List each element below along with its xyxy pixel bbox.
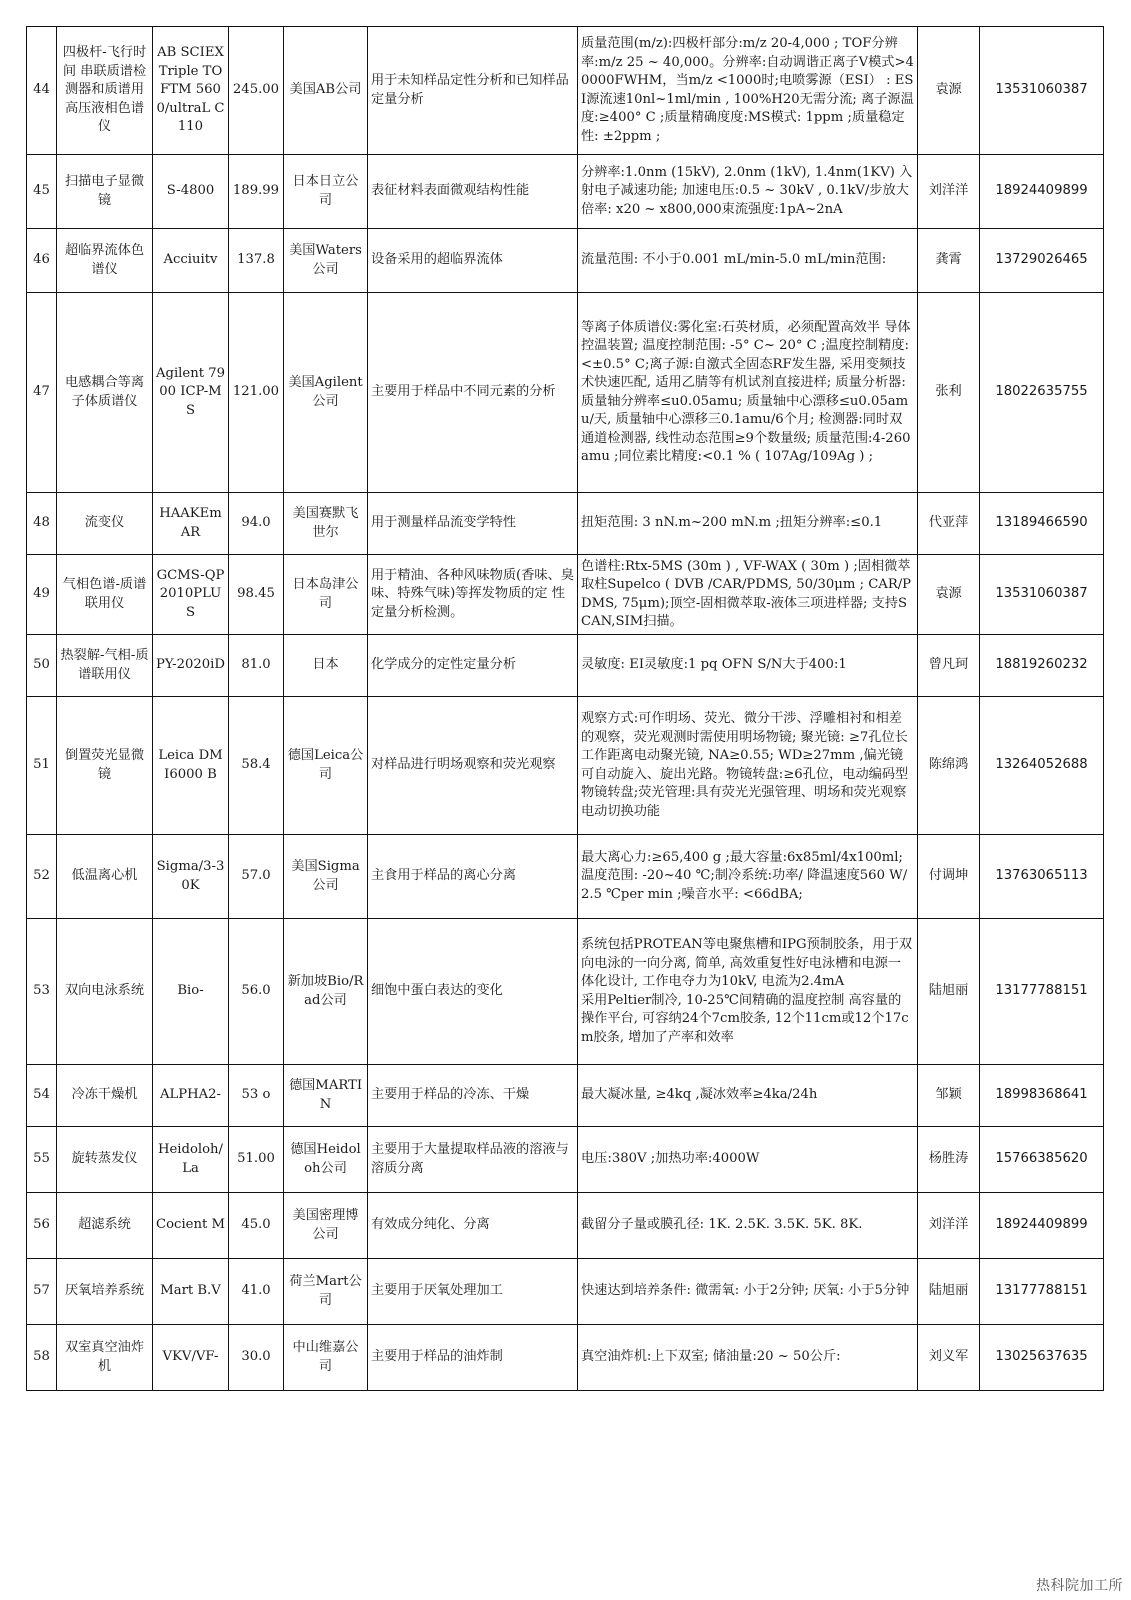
origin-cell: 荷兰Mart公司 — [284, 1259, 368, 1325]
equipment-name-cell: 冷冻干燥机 — [57, 1065, 153, 1127]
specification-cell: 分辨率:1.0nm (15kV), 2.0nm (1kV), 1.4nm(1KV) 入射电子减速功能; 加速电压:0.5 ~ 30kV , 0.1kV/步放大倍率: x20 ~ x800,000束流强度:1pA~2nA — [578, 155, 918, 229]
phone-number-cell: 13729026465 — [980, 229, 1104, 293]
usage-cell: 主要用于样品的油炸制 — [368, 1325, 578, 1391]
origin-cell: 美国Waters公司 — [284, 229, 368, 293]
origin-cell: 新加坡Bio/Rad公司 — [284, 919, 368, 1065]
specification-cell: 最大凝冰量, ≥4kq ,凝冰效率≥4ka/24h — [578, 1065, 918, 1127]
usage-cell: 有效成分纯化、分离 — [368, 1193, 578, 1259]
origin-cell: 美国密理博公司 — [284, 1193, 368, 1259]
usage-cell: 对样品进行明场观察和荧光观察 — [368, 697, 578, 835]
phone-number-cell: 18022635755 — [980, 293, 1104, 493]
row-number-cell: 54 — [27, 1065, 57, 1127]
origin-cell: 美国AB公司 — [284, 27, 368, 155]
phone-number-cell: 13531060387 — [980, 555, 1104, 635]
price-cell: 81.0 — [229, 635, 284, 697]
price-cell: 30.0 — [229, 1325, 284, 1391]
model-cell: GCMS-QP2010PLUS — [153, 555, 229, 635]
equipment-name-cell: 气相色谱-质谱联用仪 — [57, 555, 153, 635]
row-number-cell: 56 — [27, 1193, 57, 1259]
watermark-text: 热科院加工所 — [1036, 1578, 1123, 1594]
table-row — [27, 919, 1104, 1065]
phone-number-cell: 18819260232 — [980, 635, 1104, 697]
model-cell: S-4800 — [153, 155, 229, 229]
model-cell: AB SCIEX Triple TOFTM 5600/ultraL C 110 — [153, 27, 229, 155]
usage-cell: 用于测量样品流变学特性 — [368, 493, 578, 555]
table-row — [27, 1325, 1104, 1391]
price-cell: 94.0 — [229, 493, 284, 555]
equipment-name-cell: 低温离心机 — [57, 835, 153, 919]
origin-cell: 日本日立公司 — [284, 155, 368, 229]
model-cell: ALPHA2- — [153, 1065, 229, 1127]
row-number-cell: 44 — [27, 27, 57, 155]
equipment-name-cell: 扫描电子显微镜 — [57, 155, 153, 229]
equipment-name-cell: 双室真空油炸机 — [57, 1325, 153, 1391]
phone-number-cell: 15766385620 — [980, 1127, 1104, 1193]
origin-cell: 美国赛默飞世尔 — [284, 493, 368, 555]
origin-cell: 德国Heidoloh公司 — [284, 1127, 368, 1193]
row-number-cell: 52 — [27, 835, 57, 919]
contact-person-cell: 曾凡珂 — [918, 635, 980, 697]
table-row — [27, 293, 1104, 493]
equipment-name-cell: 超滤系统 — [57, 1193, 153, 1259]
equipment-name-cell: 双向电泳系统 — [57, 919, 153, 1065]
usage-cell: 主要用于大量提取样品液的溶液与溶质分离 — [368, 1127, 578, 1193]
origin-cell: 德国MARTIN — [284, 1065, 368, 1127]
table-row — [27, 1065, 1104, 1127]
phone-number-cell: 13189466590 — [980, 493, 1104, 555]
origin-cell: 日本 — [284, 635, 368, 697]
equipment-name-cell: 超临界流体色谱仪 — [57, 229, 153, 293]
price-cell: 98.45 — [229, 555, 284, 635]
contact-person-cell: 付调坤 — [918, 835, 980, 919]
specification-cell: 观察方式:可作明场、荧光、微分干涉、浮雕相衬和相差的观察，荧光观测时需使用明场物镜; 聚光镜: ≥7孔位长工作距离电动聚光镜, NA≥0.55; WD≥27mm ,偏光镜可自动旋入、旋出光路。物镜转盘:≥6孔位，电动编码型物镜转盘;荧光管理:具有荧光光强管理、明场和荧光观察电动切换功能 — [578, 697, 918, 835]
model-cell: Sigma/3-30K — [153, 835, 229, 919]
row-number-cell: 48 — [27, 493, 57, 555]
specification-cell: 最大离心力:≥65,400 g ;最大容量:6x85ml/4x100ml;温度范围: -20~40 ℃;制冷系统:功率/ 降温速度560 W/2.5 ℃per min ;噪音水平: <66dBA; — [578, 835, 918, 919]
equipment-name-cell: 电感耦合等离子体质谱仪 — [57, 293, 153, 493]
equipment-name-cell: 流变仪 — [57, 493, 153, 555]
row-number-cell: 50 — [27, 635, 57, 697]
usage-cell: 主食用于样品的离心分离 — [368, 835, 578, 919]
table-row — [27, 155, 1104, 229]
phone-number-cell: 13531060387 — [980, 27, 1104, 155]
origin-cell: 中山维嘉公司 — [284, 1325, 368, 1391]
row-number-cell: 47 — [27, 293, 57, 493]
specification-cell: 真空油炸机:上下双室; 储油量:20 ~ 50公斤: — [578, 1325, 918, 1391]
phone-number-cell: 13177788151 — [980, 1259, 1104, 1325]
contact-person-cell: 陈绵鸿 — [918, 697, 980, 835]
phone-number-cell: 13025637635 — [980, 1325, 1104, 1391]
model-cell: Mart B.V — [153, 1259, 229, 1325]
equipment-table — [26, 26, 1104, 1391]
price-cell: 121.00 — [229, 293, 284, 493]
price-cell: 45.0 — [229, 1193, 284, 1259]
table-row — [27, 555, 1104, 635]
price-cell: 51.00 — [229, 1127, 284, 1193]
contact-person-cell: 陆旭丽 — [918, 919, 980, 1065]
model-cell: Agilent 7900 ICP-MS — [153, 293, 229, 493]
contact-person-cell: 龚霄 — [918, 229, 980, 293]
row-number-cell: 51 — [27, 697, 57, 835]
model-cell: Leica DMI6000 B — [153, 697, 229, 835]
row-number-cell: 57 — [27, 1259, 57, 1325]
equipment-name-cell: 倒置荧光显微镜 — [57, 697, 153, 835]
usage-cell: 表征材料表面微观结构性能 — [368, 155, 578, 229]
row-number-cell: 53 — [27, 919, 57, 1065]
table-row — [27, 635, 1104, 697]
row-number-cell: 55 — [27, 1127, 57, 1193]
contact-person-cell: 袁源 — [918, 27, 980, 155]
contact-person-cell: 刘洋洋 — [918, 1193, 980, 1259]
specification-cell: 扭矩范围: 3 nN.m~200 mN.m ;扭矩分辨率:≤0.1 — [578, 493, 918, 555]
phone-number-cell: 18998368641 — [980, 1065, 1104, 1127]
contact-person-cell: 邹颖 — [918, 1065, 980, 1127]
origin-cell: 德国Leica公司 — [284, 697, 368, 835]
usage-cell: 化学成分的定性定量分析 — [368, 635, 578, 697]
specification-cell: 系统包括PROTEAN等电聚焦槽和IPG预制胶条，用于双向电泳的一向分离, 简单, 高效重复性好电泳槽和电源一体化设计, 工作电夺力为10kV, 电流为2.4mA 采用Peltier制冷, 10-25℃间精确的温度控制 高容量的操作平台, 可容纳24个7cm胶条, 12个11cm或12个17cm胶条, 增加了产率和效率 — [578, 919, 918, 1065]
model-cell: HAAKEmAR — [153, 493, 229, 555]
table-row — [27, 493, 1104, 555]
table-row — [27, 1259, 1104, 1325]
specification-cell: 灵敏度: EI灵敏度:1 pq OFN S/N大于400:1 — [578, 635, 918, 697]
model-cell: Acciuitv — [153, 229, 229, 293]
specification-cell: 流量范围: 不小于0.001 mL/min-5.0 mL/min范围: — [578, 229, 918, 293]
equipment-name-cell: 旋转蒸发仪 — [57, 1127, 153, 1193]
contact-person-cell: 袁源 — [918, 555, 980, 635]
price-cell: 57.0 — [229, 835, 284, 919]
phone-number-cell: 13763065113 — [980, 835, 1104, 919]
model-cell: Heidoloh/La — [153, 1127, 229, 1193]
equipment-name-cell: 厌氧培养系统 — [57, 1259, 153, 1325]
price-cell: 245.00 — [229, 27, 284, 155]
table-row — [27, 229, 1104, 293]
usage-cell: 主要用于样品的冷冻、干燥 — [368, 1065, 578, 1127]
contact-person-cell: 代亚萍 — [918, 493, 980, 555]
phone-number-cell: 13264052688 — [980, 697, 1104, 835]
row-number-cell: 46 — [27, 229, 57, 293]
row-number-cell: 58 — [27, 1325, 57, 1391]
specification-cell: 截留分子量或膜孔径: 1K. 2.5K. 3.5K. 5K. 8K. — [578, 1193, 918, 1259]
contact-person-cell: 杨胜涛 — [918, 1127, 980, 1193]
price-cell: 56.0 — [229, 919, 284, 1065]
price-cell: 53 o — [229, 1065, 284, 1127]
price-cell: 189.99 — [229, 155, 284, 229]
origin-cell: 美国Agilent公司 — [284, 293, 368, 493]
price-cell: 41.0 — [229, 1259, 284, 1325]
usage-cell: 用于未知样品定性分析和已知样品定量分析 — [368, 27, 578, 155]
specification-cell: 快速达到培养条件: 微需氧: 小于2分钟; 厌氧: 小于5分钟 — [578, 1259, 918, 1325]
equipment-name-cell: 热裂解-气相-质谱联用仪 — [57, 635, 153, 697]
origin-cell: 日本岛津公司 — [284, 555, 368, 635]
model-cell: VKV/VF- — [153, 1325, 229, 1391]
table-row — [27, 1193, 1104, 1259]
model-cell: PY-2020iD — [153, 635, 229, 697]
row-number-cell: 49 — [27, 555, 57, 635]
price-cell: 58.4 — [229, 697, 284, 835]
usage-cell: 用于精油、各种风味物质(香味、臭味、特殊气味)等挥发物质的定 性定量分析检测。 — [368, 555, 578, 635]
table-row — [27, 697, 1104, 835]
table-row — [27, 1127, 1104, 1193]
price-cell: 137.8 — [229, 229, 284, 293]
phone-number-cell: 18924409899 — [980, 155, 1104, 229]
contact-person-cell: 张利 — [918, 293, 980, 493]
contact-person-cell: 刘义军 — [918, 1325, 980, 1391]
contact-person-cell: 陆旭丽 — [918, 1259, 980, 1325]
usage-cell: 主要用于样品中不同元素的分析 — [368, 293, 578, 493]
model-cell: Cocient M — [153, 1193, 229, 1259]
specification-cell: 电压:380V ;加热功率:4000W — [578, 1127, 918, 1193]
phone-number-cell: 18924409899 — [980, 1193, 1104, 1259]
equipment-name-cell: 四极杆-飞行时间 串联质谱检测器和质谱用高压液相色谱仪 — [57, 27, 153, 155]
row-number-cell: 45 — [27, 155, 57, 229]
specification-cell: 色谱柱:Rtx-5MS (30m ) , VF-WAX ( 30m ) ;固相微萃取柱Supelco ( DVB /CAR/PDMS, 50/30μm ; CAR/PDMS, 75μm);顶空-固相微萃取-液体三项进样器; 支持SCAN,SIM扫描。 — [578, 555, 918, 635]
origin-cell: 美国Sigma公司 — [284, 835, 368, 919]
table-row — [27, 835, 1104, 919]
usage-cell: 设备采用的超临界流体 — [368, 229, 578, 293]
usage-cell: 主要用于厌氧处理加工 — [368, 1259, 578, 1325]
model-cell: Bio- — [153, 919, 229, 1065]
phone-number-cell: 13177788151 — [980, 919, 1104, 1065]
usage-cell: 细饱中蛋白表达的变化 — [368, 919, 578, 1065]
specification-cell: 质量范围(m/z):四极杆部分:m/z 20-4,000 ; TOF分辨率:m/z 25 ~ 40,000。分辨率:自动调谐正离子V模式>40000FWHM，当m/z <1000时;电喷雾源（ESI） : ESI源流速10nl~1ml/min , 100%H20无需分流; 离子源温度:≥400° C ;质量精确度度:MS模式: 1ppm ;质量稳定性: ±2ppm ; — [578, 27, 918, 155]
specification-cell: 等离子体质谱仪:雾化室:石英材质，必须配置高效半 导体控温装置; 温度控制范围: -5° C~ 20° C ;温度控制精度:<±0.5° C;离子源:自激式全固态RF发生器, 采用变频技术快速匹配, 适用乙腈等有机试剂直接进样; 质量分析器:质量轴分辨率≤u0.05amu; 质量轴中心漂移≤u0.05amu/天, 质量轴中心漂移三0.1amu/6个月; 检测器:同时双通道检测器, 线性动态范围≥9个数量级; 质量范围:4-260 amu ;同位素比精度:<0.1 % ( 107Ag/109Ag ) ; — [578, 293, 918, 493]
table-row — [27, 27, 1104, 155]
contact-person-cell: 刘洋洋 — [918, 155, 980, 229]
